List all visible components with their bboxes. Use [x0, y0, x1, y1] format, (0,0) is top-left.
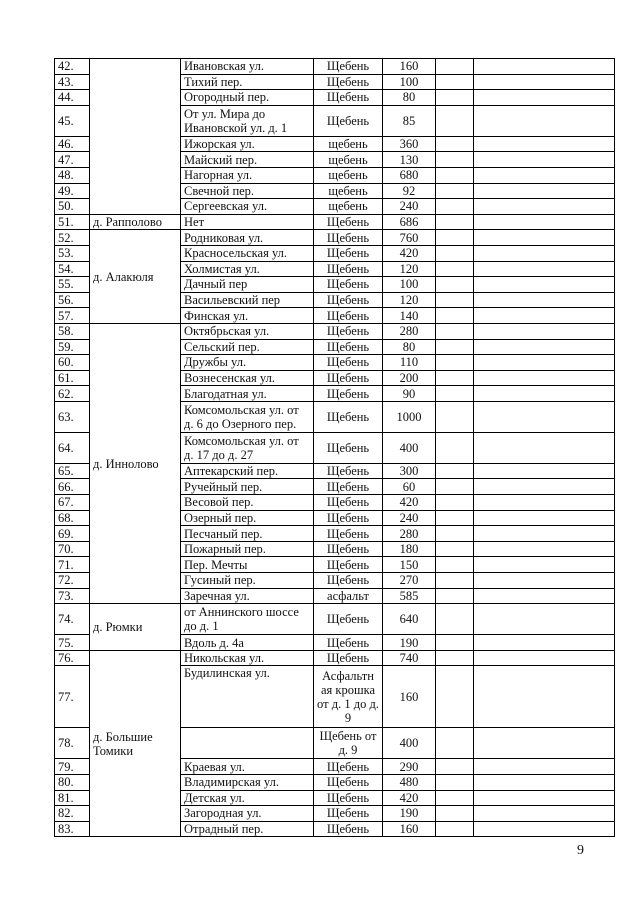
surface-cell: Щебень	[314, 105, 383, 136]
empty-cell	[474, 167, 615, 183]
empty-cell	[436, 59, 474, 75]
row-number: 82.	[55, 806, 90, 822]
length-cell: 160	[383, 666, 436, 728]
empty-cell	[474, 370, 615, 386]
empty-cell	[474, 666, 615, 728]
surface-cell: Щебень	[314, 74, 383, 90]
empty-cell	[474, 308, 615, 324]
row-number: 56.	[55, 292, 90, 308]
empty-cell	[436, 386, 474, 402]
street-cell: Гусиный пер.	[181, 573, 314, 589]
street-cell: Нет	[181, 214, 314, 230]
surface-cell: Щебень	[314, 432, 383, 463]
row-number: 72.	[55, 573, 90, 589]
surface-cell: щебень	[314, 199, 383, 215]
empty-cell	[474, 728, 615, 759]
row-number: 65.	[55, 463, 90, 479]
street-cell: Пожарный пер.	[181, 541, 314, 557]
empty-cell	[474, 541, 615, 557]
street-cell: Пер. Мечты	[181, 557, 314, 573]
row-number: 43.	[55, 74, 90, 90]
surface-cell: Щебень	[314, 90, 383, 106]
empty-cell	[474, 261, 615, 277]
empty-cell	[474, 105, 615, 136]
surface-cell: Щебень	[314, 573, 383, 589]
empty-cell	[436, 152, 474, 168]
row-number: 68.	[55, 510, 90, 526]
length-cell: 585	[383, 588, 436, 604]
length-cell: 130	[383, 152, 436, 168]
surface-cell: Щебень	[314, 510, 383, 526]
street-cell: Сельский пер.	[181, 339, 314, 355]
surface-cell: Щебень	[314, 277, 383, 293]
street-cell: Нагорная ул.	[181, 167, 314, 183]
row-number: 53.	[55, 245, 90, 261]
length-cell: 740	[383, 650, 436, 666]
empty-cell	[474, 821, 615, 837]
street-cell: Свечной пер.	[181, 183, 314, 199]
length-cell: 150	[383, 557, 436, 573]
surface-cell: Щебень	[314, 479, 383, 495]
street-cell: Красносельская ул.	[181, 245, 314, 261]
street-cell: Весовой пер.	[181, 495, 314, 511]
length-cell: 100	[383, 277, 436, 293]
surface-cell: Щебень	[314, 541, 383, 557]
empty-cell	[474, 152, 615, 168]
surface-cell: асфальт	[314, 588, 383, 604]
empty-cell	[474, 74, 615, 90]
row-number: 44.	[55, 90, 90, 106]
empty-cell	[436, 635, 474, 651]
empty-cell	[436, 230, 474, 246]
row-number: 42.	[55, 59, 90, 75]
length-cell: 420	[383, 790, 436, 806]
row-number: 59.	[55, 339, 90, 355]
empty-cell	[436, 277, 474, 293]
street-cell: Аптекарский пер.	[181, 463, 314, 479]
surface-cell: Асфальтн ая крошка от д. 1 до д. 9	[314, 666, 383, 728]
street-cell: Владимирская ул.	[181, 775, 314, 791]
empty-cell	[474, 463, 615, 479]
row-number: 78.	[55, 728, 90, 759]
empty-cell	[436, 541, 474, 557]
empty-cell	[436, 136, 474, 152]
row-number: 75.	[55, 635, 90, 651]
length-cell: 90	[383, 386, 436, 402]
empty-cell	[436, 557, 474, 573]
row-number: 51.	[55, 214, 90, 230]
empty-cell	[474, 59, 615, 75]
length-cell: 270	[383, 573, 436, 589]
length-cell: 100	[383, 74, 436, 90]
street-cell: Будилинская ул.	[181, 666, 314, 728]
row-number: 66.	[55, 479, 90, 495]
length-cell: 85	[383, 105, 436, 136]
empty-cell	[474, 573, 615, 589]
empty-cell	[436, 463, 474, 479]
row-number: 70.	[55, 541, 90, 557]
length-cell: 400	[383, 432, 436, 463]
street-cell: Ручейный пер.	[181, 479, 314, 495]
length-cell: 360	[383, 136, 436, 152]
row-number: 45.	[55, 105, 90, 136]
empty-cell	[436, 526, 474, 542]
row-number: 67.	[55, 495, 90, 511]
empty-cell	[436, 199, 474, 215]
empty-cell	[436, 650, 474, 666]
surface-cell: Щебень	[314, 806, 383, 822]
table-row	[55, 59, 615, 75]
length-cell: 80	[383, 90, 436, 106]
row-number: 46.	[55, 136, 90, 152]
locality-cell: д. Большие Томики	[90, 650, 181, 837]
row-number: 79.	[55, 759, 90, 775]
table-body	[55, 59, 615, 837]
empty-cell	[436, 479, 474, 495]
surface-cell: Щебень	[314, 557, 383, 573]
empty-cell	[436, 510, 474, 526]
street-cell: От ул. Мира до Ивановской ул. д. 1	[181, 105, 314, 136]
surface-cell: Щебень	[314, 650, 383, 666]
row-number: 76.	[55, 650, 90, 666]
street-cell	[181, 728, 314, 759]
empty-cell	[474, 635, 615, 651]
empty-cell	[474, 526, 615, 542]
locality-cell	[90, 59, 181, 215]
locality-cell: д. Рапполово	[90, 214, 181, 230]
surface-cell: Щебень	[314, 370, 383, 386]
row-number: 81.	[55, 790, 90, 806]
length-cell: 686	[383, 214, 436, 230]
length-cell: 160	[383, 59, 436, 75]
row-number: 58.	[55, 323, 90, 339]
empty-cell	[474, 604, 615, 635]
row-number: 71.	[55, 557, 90, 573]
surface-cell: Щебень	[314, 245, 383, 261]
empty-cell	[436, 573, 474, 589]
row-number: 52.	[55, 230, 90, 246]
empty-cell	[474, 806, 615, 822]
surface-cell: Щебень	[314, 463, 383, 479]
row-number: 62.	[55, 386, 90, 402]
surface-cell: Щебень	[314, 495, 383, 511]
street-cell: Отрадный пер.	[181, 821, 314, 837]
empty-cell	[436, 604, 474, 635]
street-cell: Детская ул.	[181, 790, 314, 806]
empty-cell	[436, 370, 474, 386]
row-number: 55.	[55, 277, 90, 293]
row-number: 74.	[55, 604, 90, 635]
surface-cell: щебень	[314, 152, 383, 168]
length-cell: 110	[383, 355, 436, 371]
surface-cell: Щебень	[314, 261, 383, 277]
surface-cell: Щебень	[314, 292, 383, 308]
street-cell: Родниковая ул.	[181, 230, 314, 246]
row-number: 54.	[55, 261, 90, 277]
street-cell: Финская ул.	[181, 308, 314, 324]
surface-cell: Щебень	[314, 308, 383, 324]
empty-cell	[474, 339, 615, 355]
empty-cell	[474, 277, 615, 293]
surface-cell: Щебень	[314, 775, 383, 791]
length-cell: 180	[383, 541, 436, 557]
empty-cell	[436, 74, 474, 90]
length-cell: 240	[383, 510, 436, 526]
street-cell: Никольская ул.	[181, 650, 314, 666]
empty-cell	[474, 214, 615, 230]
empty-cell	[474, 90, 615, 106]
empty-cell	[474, 183, 615, 199]
length-cell: 140	[383, 308, 436, 324]
street-cell: Сергеевская ул.	[181, 199, 314, 215]
locality-cell: д. Иннолово	[90, 323, 181, 603]
street-cell: Озерный пер.	[181, 510, 314, 526]
row-number: 83.	[55, 821, 90, 837]
row-number: 60.	[55, 355, 90, 371]
empty-cell	[436, 775, 474, 791]
empty-cell	[436, 432, 474, 463]
row-number: 50.	[55, 199, 90, 215]
length-cell: 1000	[383, 401, 436, 432]
row-number: 64.	[55, 432, 90, 463]
table-row	[55, 650, 615, 666]
empty-cell	[436, 806, 474, 822]
surface-cell: щебень	[314, 167, 383, 183]
empty-cell	[436, 339, 474, 355]
street-cell: Загородная ул.	[181, 806, 314, 822]
street-cell: Вознесенская ул.	[181, 370, 314, 386]
empty-cell	[436, 495, 474, 511]
empty-cell	[436, 167, 474, 183]
empty-cell	[474, 588, 615, 604]
length-cell: 760	[383, 230, 436, 246]
surface-cell: Щебень	[314, 604, 383, 635]
surface-cell: Щебень	[314, 635, 383, 651]
empty-cell	[474, 775, 615, 791]
length-cell: 120	[383, 292, 436, 308]
empty-cell	[436, 323, 474, 339]
street-cell: от Аннинского шоссе до д. 1	[181, 604, 314, 635]
table-row	[55, 214, 615, 230]
surface-cell: Щебень	[314, 401, 383, 432]
row-number: 77.	[55, 666, 90, 728]
street-cell: Дачный пер	[181, 277, 314, 293]
empty-cell	[474, 386, 615, 402]
length-cell: 160	[383, 821, 436, 837]
surface-cell: Щебень	[314, 386, 383, 402]
street-cell: Тихий пер.	[181, 74, 314, 90]
empty-cell	[436, 401, 474, 432]
street-cell: Песчаный пер.	[181, 526, 314, 542]
empty-cell	[436, 759, 474, 775]
street-cell: Майский пер.	[181, 152, 314, 168]
empty-cell	[436, 105, 474, 136]
surface-cell: Щебень от д. 9	[314, 728, 383, 759]
row-number: 49.	[55, 183, 90, 199]
length-cell: 480	[383, 775, 436, 791]
table-row	[55, 323, 615, 339]
surface-cell: Щебень	[314, 59, 383, 75]
surface-cell: щебень	[314, 136, 383, 152]
empty-cell	[436, 308, 474, 324]
empty-cell	[436, 821, 474, 837]
empty-cell	[436, 588, 474, 604]
street-cell: Вдоль д. 4а	[181, 635, 314, 651]
roads-table	[54, 58, 615, 837]
length-cell: 190	[383, 806, 436, 822]
street-cell: Дружбы ул.	[181, 355, 314, 371]
length-cell: 300	[383, 463, 436, 479]
locality-cell: д. Алакюля	[90, 230, 181, 324]
length-cell: 120	[383, 261, 436, 277]
surface-cell: Щебень	[314, 339, 383, 355]
length-cell: 92	[383, 183, 436, 199]
empty-cell	[436, 245, 474, 261]
empty-cell	[436, 214, 474, 230]
length-cell: 420	[383, 245, 436, 261]
length-cell: 60	[383, 479, 436, 495]
empty-cell	[474, 136, 615, 152]
length-cell: 680	[383, 167, 436, 183]
street-cell: Октябрьская ул.	[181, 323, 314, 339]
length-cell: 200	[383, 370, 436, 386]
row-number: 69.	[55, 526, 90, 542]
empty-cell	[436, 666, 474, 728]
empty-cell	[436, 292, 474, 308]
surface-cell: Щебень	[314, 214, 383, 230]
surface-cell: Щебень	[314, 759, 383, 775]
surface-cell: Щебень	[314, 323, 383, 339]
street-cell: Комсомольская ул. от д. 17 до д. 27	[181, 432, 314, 463]
length-cell: 420	[383, 495, 436, 511]
table-row	[55, 604, 615, 635]
empty-cell	[474, 245, 615, 261]
empty-cell	[436, 90, 474, 106]
row-number: 80.	[55, 775, 90, 791]
street-cell: Заречная ул.	[181, 588, 314, 604]
surface-cell: Щебень	[314, 230, 383, 246]
street-cell: Комсомольская ул. от д. 6 до Озерного пер.	[181, 401, 314, 432]
surface-cell: щебень	[314, 183, 383, 199]
length-cell: 190	[383, 635, 436, 651]
row-number: 47.	[55, 152, 90, 168]
street-cell: Ижорская ул.	[181, 136, 314, 152]
surface-cell: Щебень	[314, 790, 383, 806]
length-cell: 280	[383, 323, 436, 339]
empty-cell	[474, 759, 615, 775]
surface-cell: Щебень	[314, 821, 383, 837]
street-cell: Ивановская ул.	[181, 59, 314, 75]
length-cell: 240	[383, 199, 436, 215]
empty-cell	[474, 432, 615, 463]
street-cell: Холмистая ул.	[181, 261, 314, 277]
empty-cell	[436, 355, 474, 371]
length-cell: 80	[383, 339, 436, 355]
empty-cell	[474, 199, 615, 215]
empty-cell	[474, 355, 615, 371]
empty-cell	[474, 323, 615, 339]
page-number: 9	[577, 843, 584, 858]
empty-cell	[436, 728, 474, 759]
empty-cell	[474, 479, 615, 495]
length-cell: 290	[383, 759, 436, 775]
street-cell: Огородный пер.	[181, 90, 314, 106]
row-number: 57.	[55, 308, 90, 324]
empty-cell	[474, 495, 615, 511]
row-number: 61.	[55, 370, 90, 386]
street-cell: Краевая ул.	[181, 759, 314, 775]
surface-cell: Щебень	[314, 526, 383, 542]
street-cell: Благодатная ул.	[181, 386, 314, 402]
empty-cell	[474, 790, 615, 806]
empty-cell	[474, 230, 615, 246]
length-cell: 640	[383, 604, 436, 635]
row-number: 63.	[55, 401, 90, 432]
length-cell: 280	[383, 526, 436, 542]
surface-cell: Щебень	[314, 355, 383, 371]
empty-cell	[474, 292, 615, 308]
row-number: 73.	[55, 588, 90, 604]
empty-cell	[474, 557, 615, 573]
street-cell: Васильевский пер	[181, 292, 314, 308]
length-cell: 400	[383, 728, 436, 759]
empty-cell	[474, 650, 615, 666]
empty-cell	[474, 510, 615, 526]
empty-cell	[436, 790, 474, 806]
row-number: 48.	[55, 167, 90, 183]
locality-cell: д. Рюмки	[90, 604, 181, 651]
table-row	[55, 230, 615, 246]
empty-cell	[474, 401, 615, 432]
empty-cell	[436, 183, 474, 199]
empty-cell	[436, 261, 474, 277]
